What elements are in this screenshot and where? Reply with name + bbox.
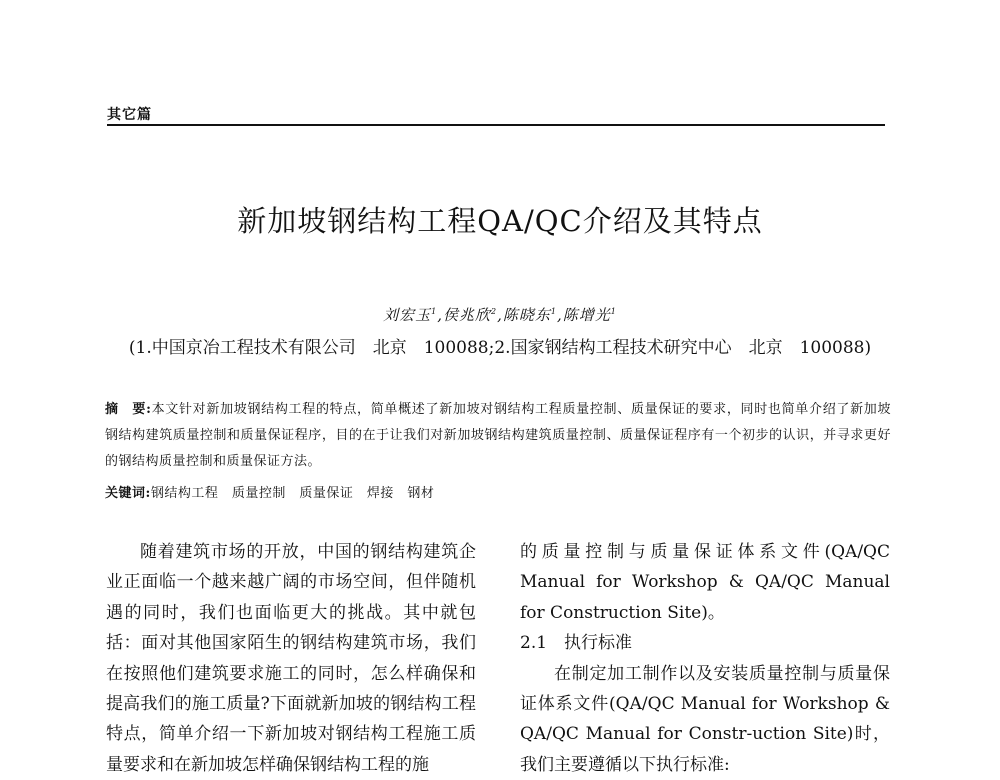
author-name: 陈增光 [562,306,611,324]
section-label: 其它篇 [107,107,152,123]
author-affiliation-mark: 2 [491,307,498,316]
keywords [105,482,434,501]
right-column [520,537,890,780]
body-paragraph: 随着建筑市场的开放，中国的钢结构建筑企业正面临一个越来越广阔的市场空间，但伴随机遇的同时，我们也面临更大的挑战。其中就包括：面对其他国家陌生的钢结构建筑市场，我们在按照他们建筑要求施工的同时，怎么样确保和提高我们的施工质量?下面就新加坡的钢结构工程特点，简单介绍一下新加坡对钢结构工程施工质量要求和在新加坡怎样确保钢结构工程的施 [106,542,476,775]
keywords-text: 钢结构工程 质量控制 质量保证 焊接 钢材 [150,486,435,501]
section-heading: 2.1 执行标准 [520,633,633,654]
body-paragraph: 的质量控制与质量保证体系文件(QA/QC Manual for Workshop & QA/QC Manual for Construction Site)。 [520,542,890,623]
left-column [106,537,476,780]
author-name: 侯兆欣 [443,306,492,324]
abstract-text: 本文针对新加坡钢结构工程的特点，简单概述了新加坡对钢结构工程质量控制、质量保证的要求，同时也简单介绍了新加坡钢结构建筑质量控制和质量保证程序，目的在于让我们对新加坡钢结构建筑质量控制、质量保证程序有一个初步的认识，并寻求更好的钢结构质量控制和质量保证方法。 [105,402,891,469]
affiliation-line: (1.中国京冶工程技术有限公司 北京 100088;2.国家钢结构工程技术研究中心 北京 100088) [128,338,872,358]
author-affiliation-mark: 1 [431,307,438,316]
author-affiliation-mark: 1 [550,307,557,316]
paper-title: 新加坡钢结构工程QA/QC介绍及其特点 [237,204,763,238]
author-name: 陈晓东 [502,306,551,324]
author-name: 刘宏玉 [383,306,432,324]
author-affiliation-mark: 1 [610,307,617,316]
keywords-label: 关键词: [105,486,151,501]
body-paragraph: 在制定加工制作以及安装质量控制与质量保证体系文件(QA/QC Manual for Workshop & QA/QC Manual for Constr-uction Site)时，我们主要遵循以下执行标准: [520,663,890,775]
abstract [105,397,891,475]
author-list: 刘宏玉$^1$,侯兆欣$^2$,陈晓东$^1$,陈增光$^1$ [383,306,617,324]
abstract-label: 摘 要: [105,402,152,417]
header-rule [107,124,885,126]
